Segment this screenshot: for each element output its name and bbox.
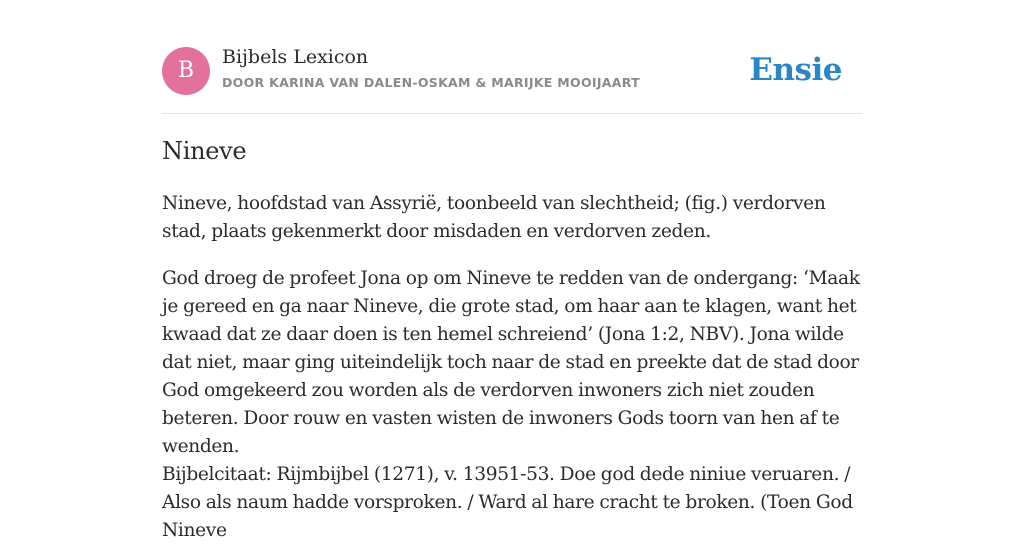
- page-container: [162, 0, 862, 541]
- entry-definition-paragraph: Nineve, hoofdstad van Assyrië, toonbeeld van slechtheid; (fig.) verdorven stad, plaats gekenmerkt door misdaden en verdorven zeden.: [162, 193, 826, 242]
- book-authors: DOOR KARINA VAN DALEN-OSKAM & MARIJKE MOOIJAART: [222, 75, 640, 90]
- book-avatar[interactable]: B: [162, 47, 210, 95]
- entry-citation-paragraph: Bijbelcitaat: Rijmbijbel (1271), v. 13951-53. Doe god dede niniue veruaren. / Also als naum hadde vorsproken. / Ward al hare cracht te broken. (Toen God Nineve: [162, 464, 853, 541]
- book-title-link[interactable]: Bijbels Lexicon: [222, 46, 369, 68]
- ensie-logo[interactable]: Ensie: [749, 52, 842, 88]
- entry-title: Nineve: [162, 137, 247, 165]
- book-header: [162, 0, 862, 114]
- entry-body-paragraph: God droeg de profeet Jona op om Nineve te redden van de ondergang: ‘Maak je gereed en ga naar Nineve, die grote stad, om haar aan te klagen, want het kwaad dat ze daar doen is ten hemel schreiend’ (Jona 1:2, NBV). Jona wilde dat niet, maar ging uiteindelijk toch naar de stad en preekte dat de stad door God omgekeerd zou worden als de verdorven inwoners zich niet zouden beteren. Door rouw en vasten wisten de inwoners Gods toorn van hen af te wenden.: [162, 268, 860, 457]
